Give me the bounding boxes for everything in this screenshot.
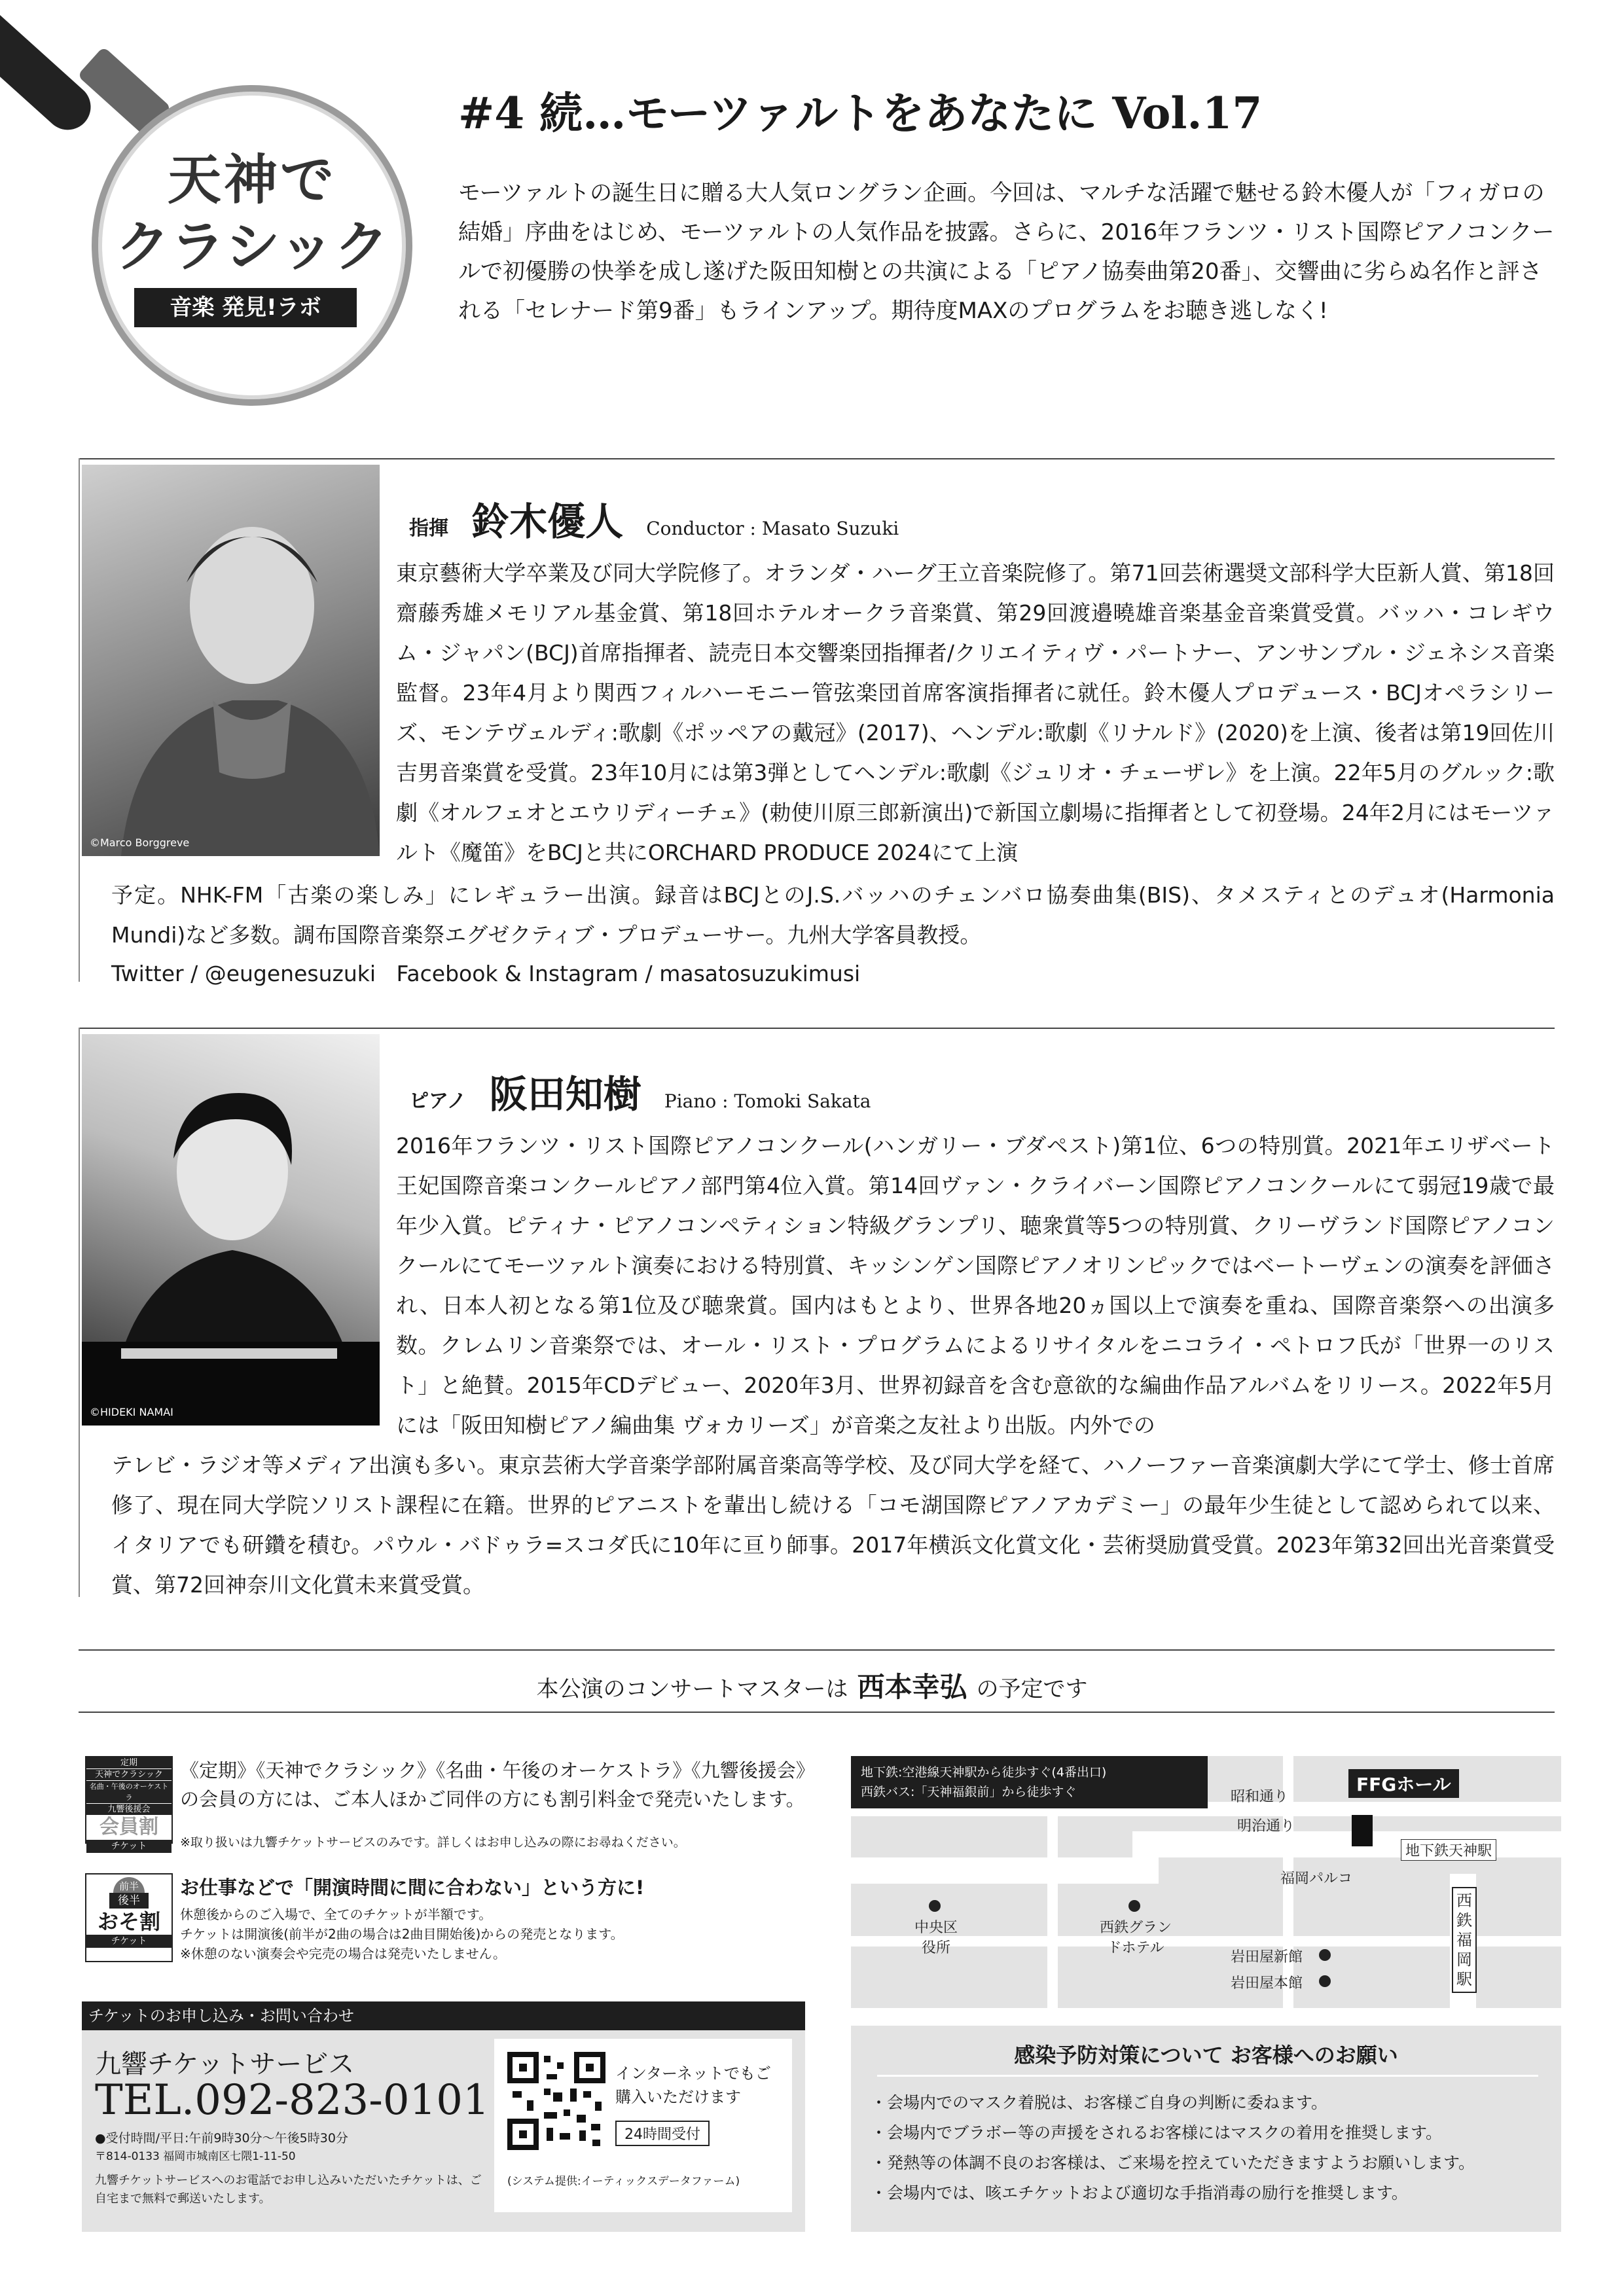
map-label: 中央区役所 bbox=[914, 1920, 958, 1956]
conductor-bio: 東京藝術大学卒業及び同大学院修了。オランダ・ハーグ王立音楽院修了。第71回芸術選奨文部科学大臣新人賞、第18回齋藤秀雄メモリアル基金賞、第18回ホテルオークラ音楽賞、第29回渡邉曉雄音楽基金音楽賞受賞。バッハ・コレギウム・ジャパン(BCJ)首席指揮者、読売日本交響楽団指揮者/クリエイティヴ・パートナー、アンサンブル・ジェネシス音楽監督。23年4月より関西フィルハーモニー管弦楽団首席客演指揮者に就任。鈴木優人プロデュース・BCJオペラシリーズ、モンテヴェルディ:歌劇《ポッペアの戴冠》(2017)、ヘンデル:歌劇《リナルド》(2020)を上演、後者は第19回佐川吉男音楽賞を受賞。23年10月には第3弾としてヘンデル:歌劇《ジュリオ・チェーザレ》を上演。22年5月のグルック:歌劇《オルフェオとエウリディーチェ》(勅使川原三郎新演出)で新国立劇場に指揮者として初登場。24年2月にはモーツァルト《魔笛》をBCJと共にORCHARD PRODUCE 2024にて上演 bbox=[396, 560, 1555, 865]
late-line: チケットは開演後(前半が2曲の場合は2曲目開始後)からの発売となります。 bbox=[180, 1926, 624, 1942]
covid-list bbox=[871, 2088, 1551, 2208]
hours-24-badge: 24時間受付 bbox=[615, 2121, 710, 2146]
map-marker-icon bbox=[929, 1900, 941, 1912]
access-box bbox=[851, 1756, 1208, 1808]
map-label: 昭和通り bbox=[1231, 1789, 1289, 1805]
divider bbox=[79, 1712, 1555, 1713]
ticket-service: 九響チケットサービス bbox=[95, 2049, 355, 2079]
pianist-name: 阪田知樹 bbox=[489, 1072, 641, 1117]
pianist-name-en: Piano : Tomoki Sakata bbox=[664, 1090, 871, 1112]
photo-credit: ©Marco Borggreve bbox=[90, 836, 190, 849]
late-line: ※休憩のない演奏会や完売の場合は発売いたしません。 bbox=[180, 1946, 506, 1962]
logo-line1: 天神で bbox=[167, 149, 336, 211]
covid-item: ・会場内でのマスク着脱は、お客様ご自身の判断に委ねます。 bbox=[871, 2093, 1328, 2112]
conductor-name-en: Conductor : Masato Suzuki bbox=[646, 518, 899, 539]
conductor-photo bbox=[82, 465, 380, 856]
divider bbox=[877, 2075, 1538, 2077]
concertmaster-name: 西本幸弘 bbox=[857, 1671, 967, 1703]
page-title: #4 続…モーツァルトをあなたに Vol.17 bbox=[458, 88, 1263, 139]
access-line: 地下鉄:空港線天神駅から徒歩すぐ(4番出口) bbox=[861, 1765, 1107, 1780]
map-label: 明治通り bbox=[1237, 1818, 1295, 1835]
badge-line: 名曲・午後のオーケストラ bbox=[86, 1780, 171, 1803]
badge-big: 会員割 bbox=[99, 1816, 158, 1839]
map-marker-icon bbox=[1319, 1949, 1331, 1961]
member-discount-badge bbox=[85, 1756, 173, 1852]
access-map bbox=[851, 1756, 1561, 2008]
badge-sub: チケット bbox=[86, 1840, 171, 1853]
ffg-hall-label: FFGホール bbox=[1348, 1769, 1459, 1798]
conductor-bio-cont: 予定。NHK-FM「古楽の楽しみ」にレギュラー出演。録音はBCJとのJ.S.バッハのチェンバロ協奏曲集(BIS)、タメスティとのデュオ(Harmonia Mundi)など多数。調布国際音楽祭エグゼクティブ・プロデューサー。九州大学客員教授。 bbox=[111, 882, 1555, 948]
badge-line: 定期 bbox=[86, 1757, 171, 1768]
side-rule bbox=[79, 458, 80, 982]
badge-sub: チケット bbox=[86, 1935, 171, 1948]
covid-title: 感染予防対策について お客様へのお願い bbox=[1014, 2043, 1398, 2068]
photo-credit: ©HIDEKI NAMAI bbox=[90, 1406, 173, 1418]
system-credit: (システム提供:イーティックスデータファーム) bbox=[507, 2175, 740, 2188]
side-rule bbox=[79, 1028, 80, 1597]
concertmaster-line bbox=[0, 1666, 1624, 1705]
tenjin-classic-logo bbox=[92, 85, 412, 406]
logo-line2: クラシック bbox=[115, 215, 389, 279]
late-line: 休憩後からのご入場で、全てのチケットが半額です。 bbox=[180, 1907, 492, 1922]
conductor-heading bbox=[409, 491, 899, 546]
logo-ribbon: 音楽 発見!ラボ bbox=[134, 288, 357, 327]
badge-line: 九響後援会 bbox=[86, 1803, 171, 1815]
pianist-bio: 2016年フランツ・リスト国際ピアノコンクール(ハンガリー・ブダペスト)第1位、6つの特別賞。2021年エリザベート王妃国際音楽コンクールピアノ部門第4位入賞。第14回ヴァン・クライバーン国際ピアノコンクールにて弱冠19歳で最年少入賞。ピティナ・ピアノコンペティション特級グランプリ、聴衆賞等5つの特別賞、クリーヴランド国際ピアノコンクールにてモーツァルト演奏における特別賞、キッシンゲン国際ピアノオリンピックではベートーヴェンの演奏を評価され、日本人初となる第1位及び聴衆賞。国内はもとより、世界各地20ヵ国以上で演奏を重ね、国際音楽祭への出演多数。クレムリン音楽祭では、オール・リスト・プログラムによるリサイタルをニコライ・ペトロフ氏が「世界一のリスト」と絶賛。2015年CDデビュー、2020年3月、世界初録音を含む意欲的な編曲作品アルバムをリリース。2022年5月には「阪田知樹ピアノ編曲集 ヴォカリーズ」が音楽之友社より出版。内外での bbox=[396, 1133, 1555, 1438]
map-label: 福岡パルコ bbox=[1280, 1871, 1353, 1887]
map-marker-icon bbox=[1128, 1900, 1140, 1912]
internet-text: インターネットでもご購入いただけます bbox=[615, 2064, 771, 2106]
ticket-bar: チケットのお申し込み・お問い合わせ bbox=[82, 2001, 805, 2030]
qr-code-icon[interactable] bbox=[507, 2052, 605, 2150]
pianist-photo bbox=[82, 1034, 380, 1426]
covid-item: ・発熱等の体調不良のお客様は、ご来場を控えていただきますようお願いします。 bbox=[871, 2153, 1475, 2172]
divider bbox=[79, 458, 1555, 459]
pianist-bio-cont: テレビ・ラジオ等メディア出演も多い。東京芸術大学音楽学部附属音楽高等学校、及び同大学を経て、ハノーファー音楽演劇大学にて学士、修士首席修了、現在同大学院ソリスト課程に在籍。世界的ピアニストを輩出し続ける「コモ湖国際ピアノアカデミー」の最年少生徒として認められて以来、イタリアでも研鑽を積む。パウル・バドゥラ=スコダ氏に10年に亘り師事。2017年横浜文化賞文化・芸術奨励賞受賞。2023年第32回出光音楽賞受賞、第72回神奈川文化賞未来賞受賞。 bbox=[111, 1452, 1555, 1598]
badge-mid: 後半 bbox=[109, 1893, 149, 1909]
member-discount-text: 《定期》《天神でクラシック》《名曲・午後のオーケストラ》《九響後援会》の会員の方には、ご本人ほかご同伴の方にも割引料金で発売いたします。 bbox=[180, 1759, 806, 1810]
ffg-hall-marker-icon bbox=[1352, 1815, 1373, 1846]
person-silhouette-icon bbox=[82, 465, 380, 856]
badge-top: 前半 bbox=[113, 1877, 145, 1893]
pianist-silhouette-icon bbox=[82, 1034, 380, 1426]
covid-item: ・会場内でブラボー等の声援をされるお客様にはマスクの着用を推奨します。 bbox=[871, 2123, 1443, 2142]
map-label: 地下鉄天神駅 bbox=[1401, 1839, 1496, 1861]
late-discount-headline: お仕事などで「開演時間に間に合わない」という方に! bbox=[180, 1876, 645, 1899]
divider bbox=[79, 1028, 1555, 1029]
ticket-hours: ●受付時間/平日:午前9時30分〜午後5時30分 bbox=[95, 2131, 348, 2145]
conductor-sns: Twitter / @eugenesuzuki Facebook & Instagram / masatosuzukimusi bbox=[111, 961, 861, 986]
access-line: 西鉄バス:「天神福銀前」から徒歩すぐ bbox=[861, 1785, 1077, 1799]
ticket-note: 九響チケットサービスへのお電話でお申し込みいただいたチケットは、ご自宅まで無料で郵送いたします。 bbox=[95, 2174, 482, 2206]
ticket-address: 〒814-0133 福岡市城南区七隈1-11-50 bbox=[95, 2150, 296, 2163]
role-label: ピアノ bbox=[409, 1090, 467, 1113]
late-discount-badge bbox=[85, 1873, 173, 1962]
divider bbox=[79, 1649, 1555, 1651]
covid-item: ・会場内では、咳エチケットおよび適切な手指消毒の励行を推奨します。 bbox=[871, 2183, 1408, 2202]
map-label: 西鉄福岡駅 bbox=[1452, 1887, 1477, 1993]
role-label: 指揮 bbox=[409, 517, 448, 540]
pianist-heading bbox=[409, 1064, 871, 1119]
map-label: 岩田屋本館 bbox=[1231, 1975, 1303, 1992]
conductor-name: 鈴木優人 bbox=[471, 499, 624, 544]
ticket-tel[interactable]: TEL.092-823-0101 bbox=[95, 2076, 490, 2125]
intro-text: モーツァルトの誕生日に贈る大人気ロングラン企画。今回は、マルチな活躍で魅せる鈴木優人が「フィガロの結婚」序曲をはじめ、モーツァルトの人気作品を披露。さらに、2016年フランツ・リスト国際ピアノコンクールで初優勝の快挙を成し遂げた阪田知樹との共演による「ピアノ協奏曲第20番」、交響曲に劣らぬ名作と評される「セレナード第9番」もラインアップ。期待度MAXのプログラムをお聴き逃しなく! bbox=[458, 180, 1555, 324]
map-marker-icon bbox=[1319, 1975, 1331, 1987]
map-label: 岩田屋新館 bbox=[1231, 1949, 1303, 1965]
badge-line: 天神でクラシック bbox=[86, 1768, 171, 1780]
map-label: 西鉄グランドホテル bbox=[1100, 1920, 1172, 1956]
badge-big: おそ割 bbox=[97, 1909, 160, 1934]
cm-pre: 本公演のコンサートマスターは bbox=[536, 1676, 848, 1702]
cm-post: の予定です bbox=[976, 1676, 1088, 1702]
late-discount-lines bbox=[180, 1905, 821, 1964]
member-discount-note: ※取り扱いは九響チケットサービスのみです。詳しくはお申し込みの際にお尋ねください。 bbox=[180, 1835, 686, 1850]
